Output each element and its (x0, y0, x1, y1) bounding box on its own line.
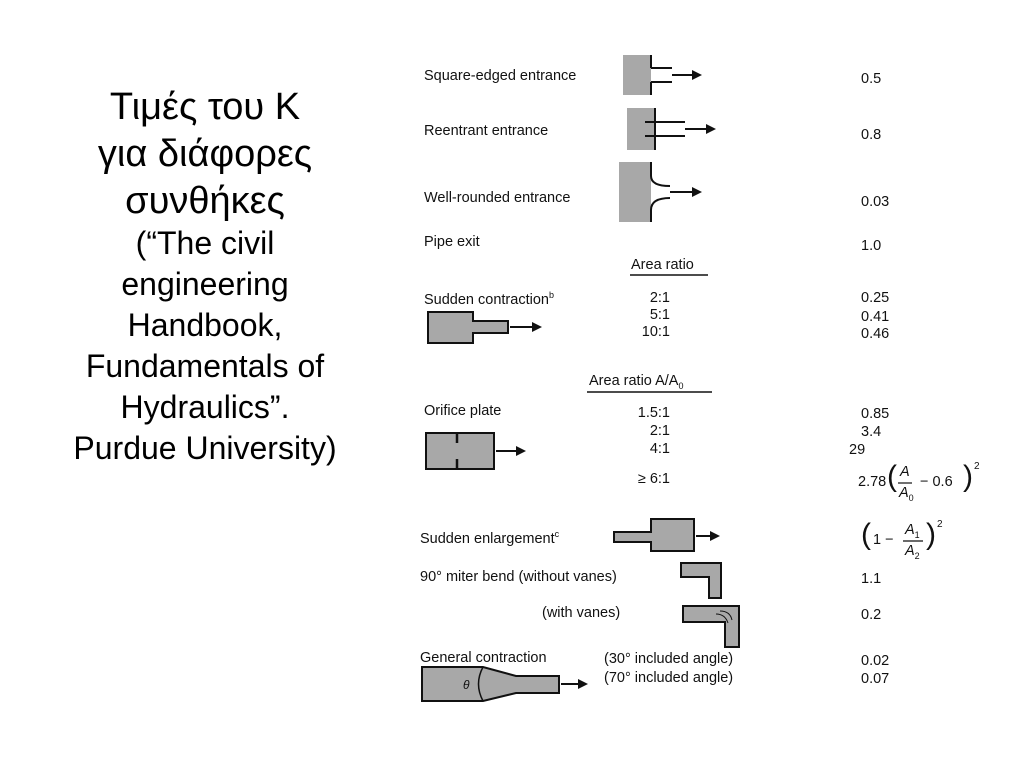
subtitle-line-3: Handbook, (127, 307, 283, 343)
k-contraction-30: 0.02 (861, 653, 890, 669)
square-edged-entrance-diagram (623, 55, 672, 95)
well-rounded-entrance-diagram (619, 162, 670, 222)
orifice-ratio-1: 1.5:1 (637, 405, 670, 421)
label-miter-bend-vanes: (with vanes) (542, 605, 621, 621)
title-line-2: για διάφορες (97, 133, 313, 175)
sudden-contraction-footnote: b (548, 290, 554, 300)
contraction-ratio-2: 5:1 (649, 307, 670, 323)
orifice-plate-diagram (426, 433, 494, 469)
subtitle-line-6: Purdue University) (73, 430, 337, 466)
sudden-enlargement-diagram (614, 519, 694, 551)
enlargement-formula-exp: 2 (937, 519, 943, 530)
k-contraction-70: 0.07 (861, 671, 890, 687)
enlargement-formula-rparen: ) (926, 518, 936, 551)
label-sudden-contraction (424, 287, 554, 309)
title-line-3: συνθήκες (125, 180, 285, 222)
orifice-ratio-2: 2:1 (649, 423, 670, 439)
subtitle-line-5: Hydraulics”. (120, 389, 290, 425)
area-ratio-a0-text: Area ratio A/A (589, 373, 679, 389)
label-sudden-enlargement (420, 526, 559, 548)
label-reentrant-entrance: Reentrant entrance (424, 123, 549, 139)
sudden-enlargement-text: Sudden enlargement (420, 530, 555, 547)
k-orifice-3: 29 (849, 442, 866, 458)
arrow-well-rounded (670, 187, 702, 197)
k-miter-bend-vanes: 0.2 (861, 607, 882, 623)
arrow-sudden-contraction (510, 322, 542, 332)
k-contraction-2: 0.41 (861, 309, 890, 325)
orifice-formula-rparen: ) (963, 460, 973, 493)
orifice-ratio-3: 4:1 (649, 441, 670, 457)
miter-bend-diagram (681, 563, 721, 598)
miter-bend-vanes-diagram (683, 606, 739, 647)
theta-symbol: θ (463, 678, 470, 692)
k-well-rounded: 0.03 (861, 194, 890, 210)
area-ratio-header: Area ratio (631, 257, 694, 273)
orifice-ratio-4: ≥ 6:1 (637, 471, 670, 487)
k-reentrant: 0.8 (861, 127, 882, 143)
k-contraction-1: 0.25 (861, 290, 890, 306)
orifice-formula-lparen: ( (887, 460, 897, 493)
label-well-rounded-entrance: Well-rounded entrance (424, 190, 571, 206)
arrow-sudden-enlargement (696, 531, 720, 541)
area-ratio-a0-header (589, 373, 683, 395)
enlargement-formula-lparen: ( (861, 518, 871, 551)
k-contraction-3: 0.46 (861, 326, 890, 342)
arrow-reentrant (685, 124, 716, 134)
k-miter-bend: 1.1 (861, 571, 882, 587)
enlargement-formula-one: 1 − (873, 532, 894, 548)
enlargement-formula-num-sub: 1 (914, 529, 920, 540)
orifice-formula-minus: − 0.6 (920, 474, 953, 490)
enlargement-formula-num (905, 522, 920, 544)
sudden-contraction-text: Sudden contraction (424, 291, 549, 308)
orifice-formula-exp: 2 (974, 461, 980, 472)
sudden-enlargement-footnote: c (554, 529, 560, 539)
subtitle-line-4: Fundamentals of (85, 348, 325, 384)
sudden-contraction-diagram (428, 312, 508, 343)
orifice-formula-den-sub: 0 (908, 492, 914, 503)
arrow-general-contraction (561, 679, 588, 689)
enlargement-formula-den (905, 543, 920, 565)
arrow-square-edged (672, 70, 702, 80)
contraction-angle-70: (70° included angle) (604, 670, 734, 686)
k-square-edged: 0.5 (861, 71, 882, 87)
contraction-angle-30: (30° included angle) (604, 651, 734, 667)
reentrant-entrance-diagram (627, 108, 685, 150)
orifice-formula-num: A (900, 464, 910, 480)
enlargement-formula-num-text: A (905, 522, 915, 538)
enlargement-formula-den-text: A (905, 543, 915, 559)
contraction-ratio-3: 10:1 (641, 324, 670, 340)
label-general-contraction: General contraction (420, 650, 547, 666)
orifice-formula-den-text: A (899, 485, 909, 501)
k-orifice-2: 3.4 (861, 424, 882, 440)
orifice-formula-den (899, 485, 914, 507)
label-pipe-exit: Pipe exit (424, 234, 480, 250)
label-square-edged-entrance: Square-edged entrance (424, 68, 577, 84)
general-contraction-diagram (422, 667, 559, 701)
subtitle-line-2: engineering (121, 266, 289, 302)
subtitle-line-1: (“The civil (135, 225, 275, 261)
label-orifice-plate: Orifice plate (424, 403, 502, 419)
contraction-ratio-1: 2:1 (649, 290, 670, 306)
area-ratio-a0-sub: 0 (678, 380, 684, 391)
title-line-1: Τιμές του K (109, 86, 301, 128)
k-pipe-exit: 1.0 (861, 238, 882, 254)
arrow-orifice-plate (496, 446, 526, 456)
label-miter-bend: 90° miter bend (without vanes) (420, 569, 617, 585)
k-orifice-4-coeff: 2.78 (858, 474, 887, 490)
enlargement-formula-den-sub: 2 (914, 550, 920, 561)
k-orifice-1: 0.85 (861, 406, 890, 422)
